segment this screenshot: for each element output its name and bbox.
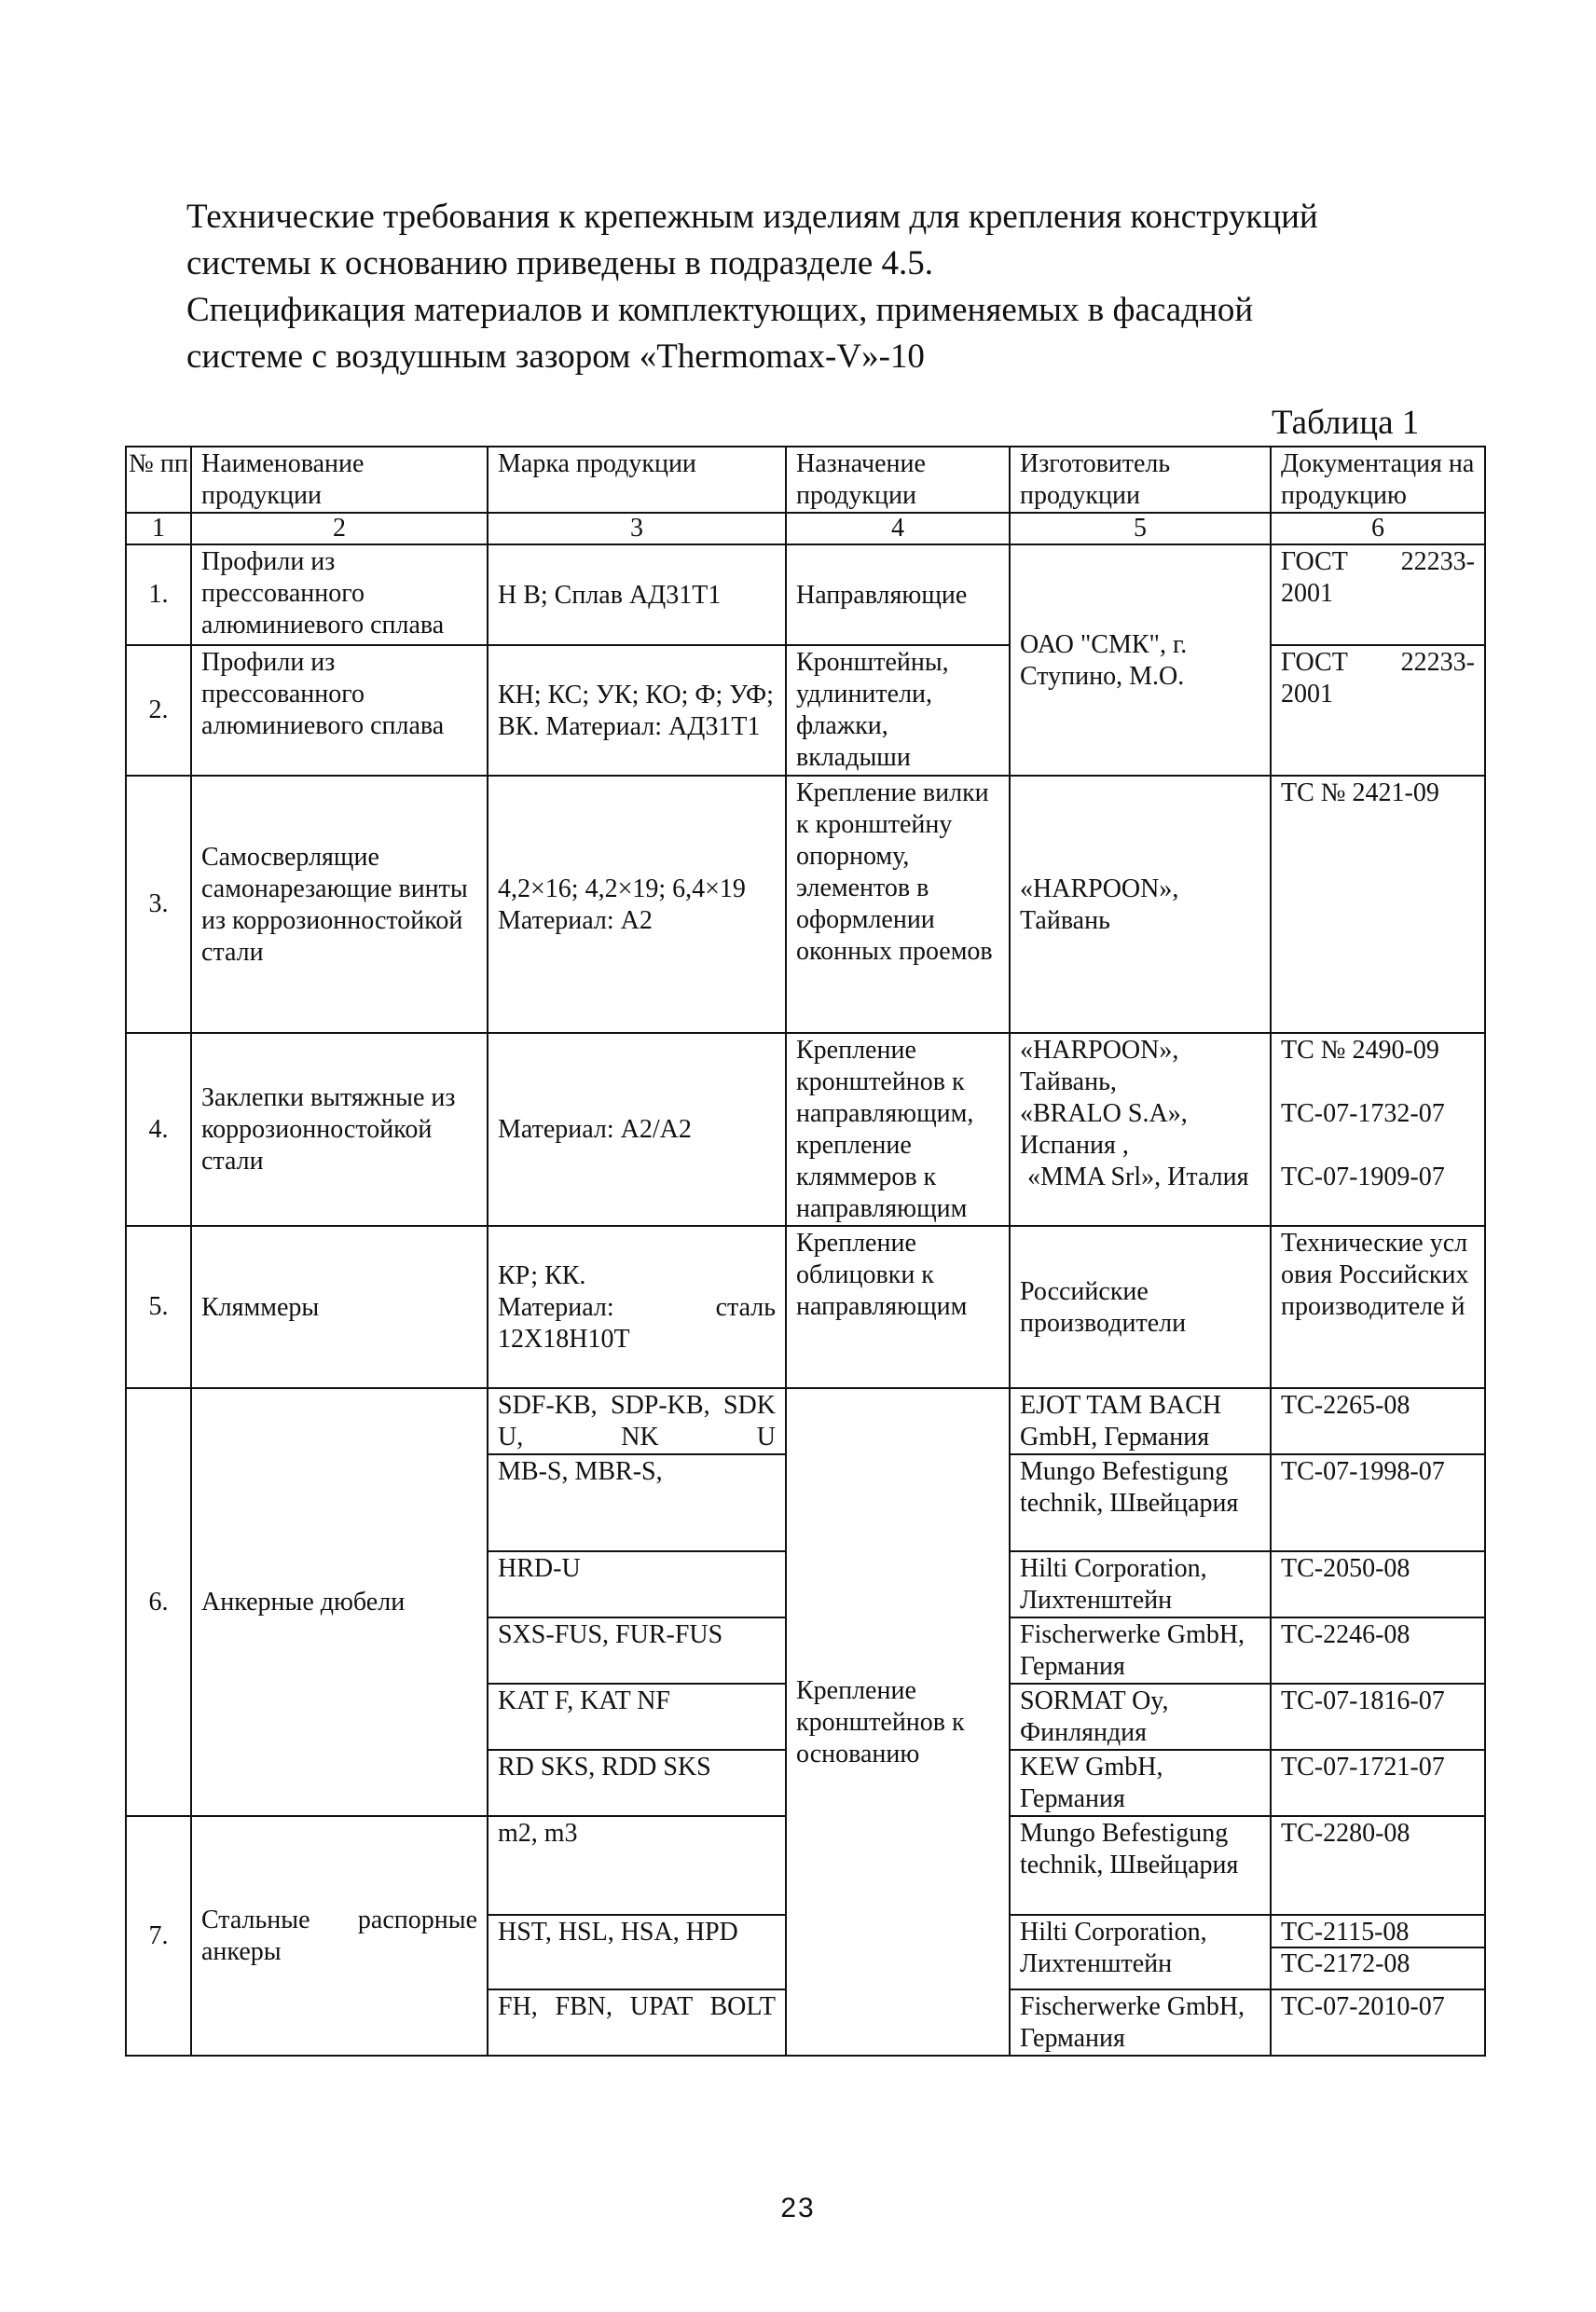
maker-line: «BRALO S.A», Испания , bbox=[1020, 1099, 1188, 1160]
intro-line: системе с воздушным зазором «Thermomax-V»-10 bbox=[186, 337, 925, 376]
product-brand: MB-S, MBR-S, bbox=[488, 1454, 786, 1551]
column-number-row bbox=[126, 513, 1485, 544]
product-purpose: Крепление вилки к кронштейну опорному, элементов в оформлении оконных проемов bbox=[786, 776, 1010, 1033]
product-maker bbox=[1010, 1033, 1271, 1226]
table-header-row bbox=[126, 447, 1485, 513]
product-doc: ТС-2246-08 bbox=[1271, 1617, 1485, 1684]
product-maker: Mungo Befestigung technik, Швейцария bbox=[1010, 1816, 1271, 1915]
header-purpose: Назначение продукции bbox=[786, 447, 1010, 513]
product-brand: SXS-FUS, FUR-FUS bbox=[488, 1617, 786, 1684]
intro-line: системы к основанию приведены в подразделе 4.5. bbox=[186, 244, 934, 282]
product-brand: RD SKS, RDD SKS bbox=[488, 1750, 786, 1816]
product-maker: Hilti Corporation, Лихтенштейн bbox=[1010, 1551, 1271, 1617]
product-purpose: Крепление облицовки к направляющим bbox=[786, 1226, 1010, 1388]
brand-line: КР; КК. bbox=[498, 1260, 586, 1290]
product-doc bbox=[1271, 1915, 1485, 1989]
table-row bbox=[126, 1226, 1485, 1388]
col-number: 3 bbox=[488, 513, 786, 544]
product-doc: ТС-07-2010-07 bbox=[1271, 1989, 1485, 2056]
product-brand: SDF-KB, SDP-KB, SDK U, NK U bbox=[488, 1388, 786, 1454]
col-number: 2 bbox=[191, 513, 488, 544]
header-brand: Марка продукции bbox=[488, 447, 786, 513]
table-row bbox=[126, 1388, 1485, 1454]
brand-word: сталь bbox=[715, 1292, 776, 1322]
doc-line: ТС-07-1732-07 bbox=[1281, 1099, 1445, 1128]
product-purpose: Крепление кронштейнов к направляющим, крепление кляммеров к направляющим bbox=[786, 1033, 1010, 1226]
col-number: 6 bbox=[1271, 513, 1485, 544]
product-brand: КН; КС; УК; КО; Ф; УФ; ВК. Материал: АД31Т1 bbox=[488, 645, 786, 776]
intro-text bbox=[186, 194, 1436, 380]
row-number: 1. bbox=[126, 544, 191, 645]
row-number: 3. bbox=[126, 776, 191, 1033]
table-row bbox=[126, 776, 1485, 1033]
product-brand bbox=[488, 1226, 786, 1388]
product-brand: HST, HSL, HSA, HPD bbox=[488, 1915, 786, 1989]
product-maker: ОАО "СМК", г. Ступино, М.О. bbox=[1010, 544, 1271, 776]
product-maker: EJOT TAM BACH GmbH, Германия bbox=[1010, 1388, 1271, 1454]
product-maker: KEW GmbH, Германия bbox=[1010, 1750, 1271, 1816]
product-name: Профили из прессованного алюминиевого сплава bbox=[191, 544, 488, 645]
product-brand: KAT F, KAT NF bbox=[488, 1684, 786, 1750]
product-brand: 4,2×16; 4,2×19; 6,4×19 Материал: А2 bbox=[488, 776, 786, 1033]
product-maker: Российские производители bbox=[1010, 1226, 1271, 1388]
page-number: 23 bbox=[780, 2193, 816, 2223]
product-maker: «HARPOON», Тайвань bbox=[1010, 776, 1271, 1033]
product-doc: ТС-07-1721-07 bbox=[1271, 1750, 1485, 1816]
brand-line bbox=[498, 1292, 776, 1324]
doc-line: ТС-2172-08 bbox=[1281, 1949, 1410, 1978]
product-doc: ТС-2280-08 bbox=[1271, 1816, 1485, 1915]
maker-line: «MMA Srl», Италия bbox=[1027, 1163, 1249, 1191]
doc-line: ТС-2115-08 bbox=[1281, 1918, 1410, 1947]
product-doc: ТС-2050-08 bbox=[1271, 1551, 1485, 1617]
product-brand: HRD-U bbox=[488, 1551, 786, 1617]
product-doc bbox=[1271, 1033, 1485, 1226]
product-maker: Fischerwerke GmbH, Германия bbox=[1010, 1617, 1271, 1684]
col-number: 5 bbox=[1010, 513, 1271, 544]
product-purpose: Крепление кронштейнов к основанию bbox=[786, 1388, 1010, 2056]
product-purpose: Направляющие bbox=[786, 544, 1010, 645]
doc-line: ТС-07-1909-07 bbox=[1281, 1163, 1445, 1191]
product-purpose: Кронштейны, удлинители, флажки, вкладыши bbox=[786, 645, 1010, 776]
product-doc: ТС-07-1998-07 bbox=[1271, 1454, 1485, 1551]
row-number: 4. bbox=[126, 1033, 191, 1226]
col-number: 4 bbox=[786, 513, 1010, 544]
sub-divider bbox=[1272, 1947, 1484, 1948]
product-name: Самосверлящие самонарезающие винты из коррозионностойкой стали bbox=[191, 776, 488, 1033]
product-doc: ТС № 2421-09 bbox=[1271, 776, 1485, 1033]
product-doc: ТС-07-1816-07 bbox=[1271, 1684, 1485, 1750]
brand-word: Материал: bbox=[498, 1292, 614, 1322]
product-maker: Hilti Corporation, Лихтенштейн bbox=[1010, 1915, 1271, 1989]
product-maker: Mungo Befestigung technik, Швейцария bbox=[1010, 1454, 1271, 1551]
row-number: 2. bbox=[126, 645, 191, 776]
product-doc: Технические условия Российских производителе й bbox=[1271, 1226, 1485, 1388]
product-doc: ТС-2265-08 bbox=[1271, 1388, 1485, 1454]
header-num: № пп bbox=[126, 447, 191, 513]
product-maker: Fischerwerke GmbH, Германия bbox=[1010, 1989, 1271, 2056]
specification-table bbox=[125, 446, 1486, 2057]
header-name: Наименование продукции bbox=[191, 447, 488, 513]
table-row bbox=[126, 645, 1485, 776]
product-name: Стальные распорные анкеры bbox=[191, 1816, 488, 2056]
header-doc: Документация на продукцию bbox=[1271, 447, 1485, 513]
row-number: 6. bbox=[126, 1388, 191, 1816]
doc-subcell bbox=[1281, 1917, 1475, 1948]
table-row bbox=[126, 544, 1485, 645]
brand-line: 12Х18Н10Т bbox=[498, 1324, 630, 1354]
maker-line: «HARPOON», Тайвань, bbox=[1020, 1036, 1179, 1096]
product-maker: SORMAT Oy, Финляндия bbox=[1010, 1684, 1271, 1750]
table-caption: Таблица 1 bbox=[1272, 404, 1420, 442]
product-name: Кляммеры bbox=[191, 1226, 488, 1388]
product-name: Анкерные дюбели bbox=[191, 1388, 488, 1816]
doc-line: ТС № 2490-09 bbox=[1281, 1036, 1439, 1065]
table-row bbox=[126, 1033, 1485, 1226]
row-number: 7. bbox=[126, 1816, 191, 2056]
header-maker: Изготовитель продукции bbox=[1010, 447, 1271, 513]
product-brand: FH, FBN, UPAT BOLT bbox=[488, 1989, 786, 2056]
intro-line: Спецификация материалов и комплектующих, применяемых в фасадной bbox=[186, 291, 1254, 329]
product-doc: ГОСТ 22233-2001 bbox=[1271, 544, 1485, 645]
product-brand: m2, m3 bbox=[488, 1816, 786, 1915]
product-name: Заклепки вытяжные из коррозионностойкой стали bbox=[191, 1033, 488, 1226]
product-brand: Н В; Сплав АД31Т1 bbox=[488, 544, 786, 645]
col-number: 1 bbox=[126, 513, 191, 544]
product-name: Профили из прессованного алюминиевого сплава bbox=[191, 645, 488, 776]
row-number: 5. bbox=[126, 1226, 191, 1388]
intro-line: Технические требования к крепежным изделиям для крепления конструкций bbox=[186, 198, 1318, 236]
product-brand: Материал: А2/А2 bbox=[488, 1033, 786, 1226]
product-doc: ГОСТ 22233-2001 bbox=[1271, 645, 1485, 776]
